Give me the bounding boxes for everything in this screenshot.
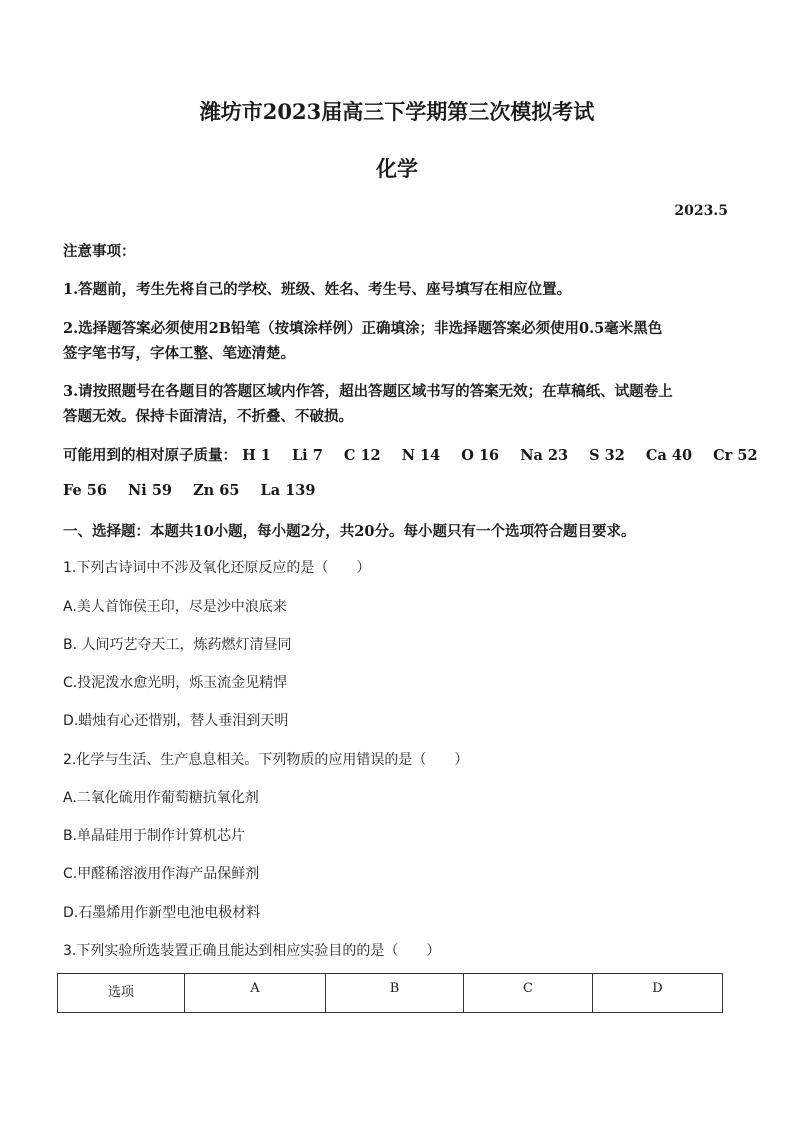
table-header-row	[58, 974, 723, 1013]
notice-item-1: 1.答题前，考生先将自己的学校、班级、姓名、考生号、座号填写在相应位置。	[63, 281, 572, 298]
atomic-mass-value: Na 23	[520, 447, 569, 464]
exam-date: 2023.5	[674, 203, 728, 219]
question-1-stem: 1.下列古诗词中不涉及氧化还原反应的是（ ）	[63, 560, 371, 576]
table-header-cell: D	[593, 974, 723, 1013]
atomic-mass-value: S 32	[589, 447, 625, 464]
atomic-mass-value: Fe 56	[63, 482, 107, 499]
notice-heading: 注意事项：	[63, 243, 136, 260]
atomic-mass-row-2	[63, 482, 331, 499]
table-header-cell: B	[326, 974, 464, 1013]
question-1-option-c: C.投泥泼水愈光明，烁玉流金见精悍	[63, 675, 288, 691]
table-header-cell: 选项	[58, 974, 185, 1013]
notice-item-2-line-2: 签字笔书写，字体工整、笔迹清楚。	[63, 345, 295, 362]
atomic-mass-label: 可能用到的相对原子质量：	[63, 447, 237, 464]
atomic-mass-value: Zn 65	[193, 482, 240, 499]
section-heading: 一、选择题：本题共10小题，每小题2分，共20分。每小题只有一个选项符合题目要求。	[63, 523, 636, 540]
notice-item-2-line-1: 2.选择题答案必须使用2B铅笔（按填涂样例）正确填涂；非选择题答案必须使用0.5毫米黑色	[63, 320, 663, 337]
table-header-cell: A	[185, 974, 326, 1013]
atomic-mass-row-1	[63, 444, 774, 465]
question-2-stem: 2.化学与生活、生产息息相关。下列物质的应用错误的是（ ）	[63, 752, 469, 768]
question-1-option-d: D.蜡烛有心还惜别，替人垂泪到天明	[63, 713, 289, 729]
question-2-option-c: C.甲醛稀溶液用作海产品保鲜剂	[63, 866, 260, 882]
atomic-mass-value: Li 7	[291, 447, 323, 464]
notice-item-3-line-1: 3.请按照题号在各题目的答题区域内作答，超出答题区域书写的答案无效；在草稿纸、试题卷上	[63, 383, 673, 400]
question-3-stem: 3.下列实验所选装置正确且能达到相应实验目的的是（ ）	[63, 943, 441, 959]
atomic-mass-value: C 12	[343, 447, 381, 464]
atomic-mass-value: O 16	[461, 447, 500, 464]
table-header-cell: C	[464, 974, 593, 1013]
atomic-mass-value: Ca 40	[645, 447, 693, 464]
question-2-option-b: B.单晶硅用于制作计算机芯片	[63, 828, 246, 844]
atomic-mass-value: N 14	[401, 447, 441, 464]
exam-title: 潍坊市2023届高三下学期第三次模拟考试	[199, 99, 595, 124]
notice-item-3-line-2: 答题无效。保持卡面清洁，不折叠、不破损。	[63, 408, 353, 425]
options-table	[57, 973, 723, 1013]
atomic-mass-value: H 1	[242, 447, 271, 464]
atomic-mass-value: La 139	[260, 482, 316, 499]
question-2-option-d: D.石墨烯用作新型电池电极材料	[63, 905, 261, 921]
atomic-mass-value: Ni 59	[128, 482, 173, 499]
question-1-option-b: B. 人间巧艺夺天工，炼药燃灯清昼同	[63, 637, 292, 653]
subject-title: 化学	[376, 156, 418, 181]
question-1-option-a: A.美人首饰侯王印，尽是沙中浪底来	[63, 599, 287, 615]
question-2-option-a: A.二氧化硫用作葡萄糖抗氧化剂	[63, 790, 259, 806]
atomic-mass-value: Cr 52	[713, 447, 758, 464]
